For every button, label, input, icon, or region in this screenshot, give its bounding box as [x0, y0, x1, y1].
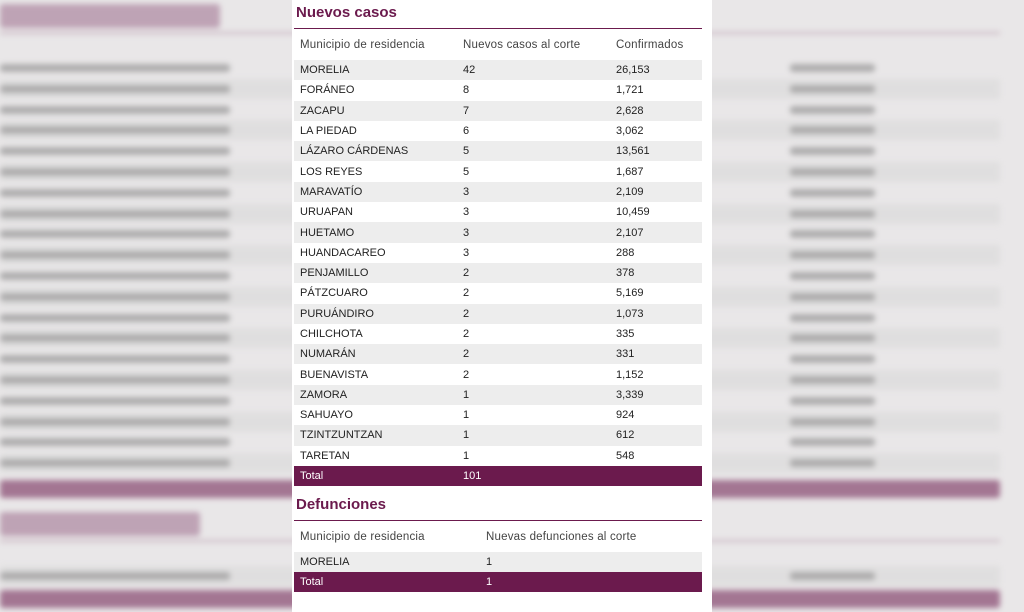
table-row: [294, 446, 702, 466]
table-cell: 3: [463, 246, 470, 259]
table-cell: 3: [457, 182, 610, 202]
table-cell: 5: [463, 165, 470, 178]
content-panel: [292, 0, 712, 612]
table-cell: LOS REYES: [300, 165, 363, 178]
table-cell: 288: [616, 246, 635, 259]
table-cell: 26,153: [610, 60, 702, 80]
table-row: [294, 304, 702, 324]
table-row: [294, 283, 702, 303]
table-cell: 2: [463, 328, 470, 340]
table-cell: 3: [463, 206, 470, 219]
header-municipio: Municipio de residencia: [300, 531, 425, 543]
table-row: [294, 385, 702, 405]
table-cell: 1,073: [610, 304, 702, 324]
table-cell: 2,628: [610, 101, 702, 121]
table-row: [294, 202, 702, 222]
table-row: [294, 263, 702, 283]
table-cell: 5: [457, 141, 610, 161]
table-cell: 2: [457, 263, 610, 283]
table-cell: 1,152: [616, 368, 644, 381]
table-cell: PENJAMILLO: [294, 263, 457, 283]
table-cell: MORELIA: [294, 552, 480, 572]
nuevos-casos-rule: [294, 28, 702, 29]
table-cell: 2: [457, 304, 610, 324]
table-row: [294, 141, 702, 161]
table-cell: LA PIEDAD: [300, 125, 357, 138]
table-cell: 6: [463, 125, 470, 138]
total-cell: 1: [480, 572, 702, 592]
table-row: [294, 405, 702, 425]
defunciones-rule: [294, 520, 702, 521]
table-cell: PURUÁNDIRO: [294, 304, 457, 324]
table-row: [294, 121, 702, 141]
table-row: [294, 364, 702, 384]
table-cell: HUETAMO: [294, 222, 457, 242]
total-row: [294, 572, 702, 592]
table-cell: 1: [463, 409, 470, 422]
table-cell: 13,561: [610, 141, 702, 161]
bg-title-bar-2: [0, 512, 200, 536]
header-nuevas-defunciones: Nuevas defunciones al corte: [486, 531, 637, 543]
table-cell: 1,687: [616, 165, 644, 178]
table-cell: 548: [616, 449, 635, 462]
table-cell: LÁZARO CÁRDENAS: [294, 141, 457, 161]
table-cell: 1: [463, 449, 470, 462]
defunciones-title: Defunciones: [296, 496, 387, 513]
table-row: [294, 243, 702, 263]
total-cell: [610, 466, 702, 486]
table-cell: MORELIA: [294, 60, 457, 80]
nuevos-casos-table: [294, 30, 702, 486]
table-cell: 2,107: [610, 222, 702, 242]
total-row: [294, 466, 702, 486]
table-cell: 1: [480, 552, 702, 572]
table-cell: 1,721: [616, 84, 644, 97]
total-cell: Total: [294, 572, 480, 592]
table-cell: 2: [463, 368, 470, 381]
bg-title-bar: [0, 4, 220, 28]
table-cell: 7: [457, 101, 610, 121]
table-cell: TARETAN: [300, 449, 350, 462]
header-municipio: Municipio de residencia: [300, 39, 425, 51]
table-row: [294, 344, 702, 364]
table-cell: 3,339: [610, 385, 702, 405]
table-cell: 42: [457, 60, 610, 80]
nuevos-casos-title: Nuevos casos: [296, 4, 397, 21]
table-cell: 378: [610, 263, 702, 283]
table-cell: 331: [610, 344, 702, 364]
table-row: [294, 60, 702, 80]
table-row: [294, 222, 702, 242]
table-row: [294, 101, 702, 121]
table-row: [294, 324, 702, 344]
table-row: [294, 425, 702, 445]
table-cell: FORÁNEO: [300, 84, 355, 97]
table-cell: ZACAPU: [294, 101, 457, 121]
table-cell: 1: [457, 425, 610, 445]
total-cell: Total: [294, 466, 457, 486]
table-cell: 612: [610, 425, 702, 445]
table-cell: 3,062: [616, 125, 644, 138]
table-cell: HUANDACAREO: [300, 246, 386, 259]
table-cell: 2: [457, 344, 610, 364]
table-cell: MARAVATÍO: [294, 182, 457, 202]
table-row: [294, 161, 702, 181]
table-cell: 10,459: [616, 206, 650, 219]
table-row: [294, 552, 702, 572]
table-cell: CHILCHOTA: [300, 328, 363, 340]
table-cell: 3: [457, 222, 610, 242]
table-header-row: [294, 522, 702, 552]
table-cell: NUMARÁN: [294, 344, 457, 364]
table-cell: 335: [616, 328, 635, 340]
header-confirmados: Confirmados: [616, 39, 684, 51]
table-cell: 924: [616, 409, 635, 422]
table-cell: TZINTZUNTZAN: [294, 425, 457, 445]
table-cell: ZAMORA: [294, 385, 457, 405]
table-cell: 2,109: [610, 182, 702, 202]
defunciones-table: [294, 522, 702, 592]
table-cell: SAHUAYO: [300, 409, 353, 422]
table-row: [294, 182, 702, 202]
table-cell: 5,169: [616, 287, 644, 300]
table-row: [294, 80, 702, 100]
table-cell: URUAPAN: [300, 206, 353, 219]
total-cell: 101: [457, 466, 610, 486]
table-header-row: [294, 30, 702, 60]
table-cell: 2: [463, 287, 470, 300]
table-cell: 1: [457, 385, 610, 405]
table-cell: BUENAVISTA: [300, 368, 369, 381]
table-cell: 8: [463, 84, 470, 97]
header-nuevos-casos: Nuevos casos al corte: [463, 39, 581, 51]
table-cell: PÁTZCUARO: [300, 287, 368, 300]
